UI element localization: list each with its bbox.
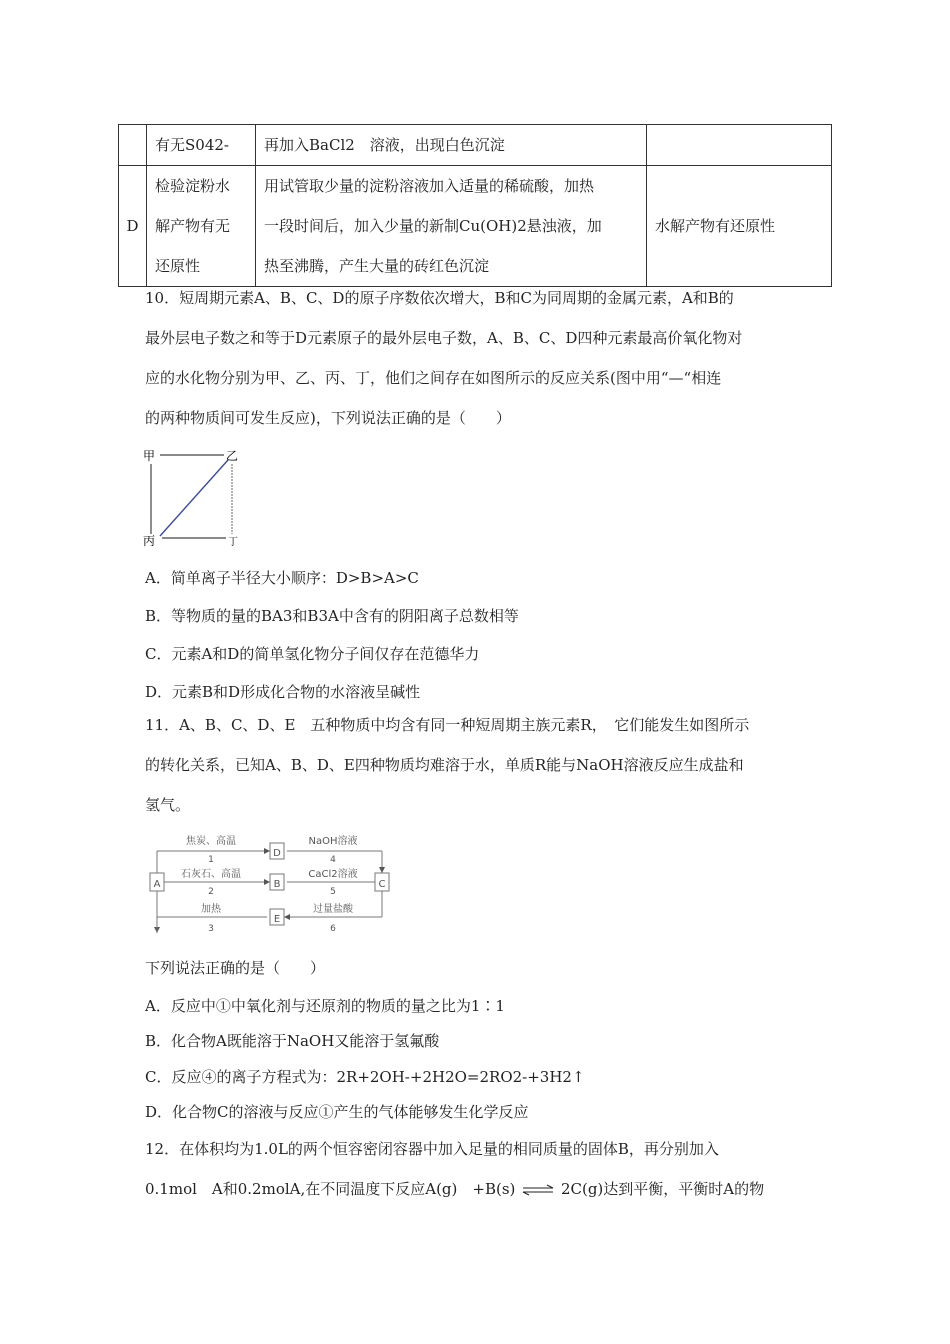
- cell-line: 还原性: [155, 257, 201, 275]
- q11-line: 11．A、B、C、D、E 五种物质中均含有同一种短周期主族元素R， 它们能发生如图所示: [145, 716, 750, 734]
- diagram-node-ding: 丁: [228, 537, 238, 548]
- node-c: C: [378, 879, 386, 890]
- q10-line: 应的水化物分别为甲、乙、丙、丁，他们之间存在如图所示的反应关系(图中用“—“相连: [145, 369, 722, 387]
- experiment-table: [118, 124, 832, 287]
- table-cell-conclusion: [647, 125, 832, 166]
- q10-option-c: C．元素A和D的简单氢化物分子间仅存在范德华力: [145, 645, 480, 663]
- table-cell-operation: [256, 166, 647, 287]
- equilibrium-arrow-icon: [521, 1184, 555, 1196]
- q11-prompt: 下列说法正确的是（ ）: [145, 959, 326, 977]
- table-cell-conclusion: 水解产物有还原性: [647, 166, 832, 287]
- cell-line: 热至沸腾，产生大量的砖红色沉淀: [264, 257, 490, 275]
- cell-line: 检验淀粉水: [155, 177, 231, 195]
- reaction-5-label: CaCl2溶液: [308, 869, 358, 880]
- diagram-node-yi: 乙: [226, 449, 239, 463]
- node-b: B: [273, 879, 281, 890]
- q10-reaction-diagram: [140, 446, 250, 552]
- reaction-4-label: NaOH溶液: [308, 836, 358, 847]
- reaction-4-number: 4: [330, 855, 336, 865]
- q10-line: 10．短周期元素A、B、C、D的原子序数依次增大，B和C为同周期的金属元素，A和B的: [145, 289, 734, 307]
- table-cell-item: 有无S042-: [147, 125, 256, 166]
- diagram-node-jia: 甲: [143, 449, 156, 463]
- q11-option-c: C．反应④的离子方程式为：2R+2OH-+2H2O=2RO2-+3H2↑: [145, 1068, 585, 1086]
- reaction-1-number: 1: [208, 855, 214, 865]
- q12-line: [145, 1178, 764, 1199]
- node-e: E: [273, 914, 281, 925]
- node-a: A: [153, 879, 161, 890]
- reaction-2-number: 2: [208, 887, 214, 897]
- table-cell-label: [119, 125, 147, 166]
- q10-line: 的两种物质间可发生反应)，下列说法正确的是（ ）: [145, 409, 511, 427]
- reaction-6-label: 过量盐酸: [313, 904, 353, 915]
- table-cell-operation: 再加入BaCl2 溶液，出现白色沉淀: [256, 125, 647, 166]
- reaction-3-number: 3: [208, 924, 214, 934]
- q10-option-a: A．简单离子半径大小顺序：D>B>A>C: [145, 569, 419, 587]
- q11-line: 氢气。: [145, 796, 191, 814]
- table-cell-label: D: [119, 166, 147, 287]
- q10-option-d: D．元素B和D形成化合物的水溶液呈碱性: [145, 683, 421, 701]
- cell-line: 解产物有无: [155, 217, 231, 235]
- q12-line2-post: 2C(g)达到平衡，平衡时A的物: [560, 1180, 765, 1198]
- diagram-node-bing: 丙: [143, 534, 156, 548]
- node-d: D: [273, 848, 281, 859]
- reaction-3-label: 加热: [201, 904, 221, 915]
- q11-transformation-diagram: [143, 829, 393, 939]
- reaction-2-label: 石灰石、高温: [181, 869, 241, 880]
- q11-option-b: B．化合物A既能溶于NaOH又能溶于氢氟酸: [145, 1032, 440, 1050]
- table-cell-item: [147, 166, 256, 287]
- cell-line: 一段时间后，加入少量的新制Cu(OH)2悬浊液，加: [264, 217, 602, 235]
- q12-line: 12．在体积均为1.0L的两个恒容密闭容器中加入足量的相同质量的固体B，再分别加入: [145, 1140, 719, 1158]
- q10-line: 最外层电子数之和等于D元素原子的最外层电子数，A、B、C、D四种元素最高价氧化物对: [145, 329, 743, 347]
- reaction-1-label: 焦炭、高温: [186, 836, 236, 847]
- cell-line: 用试管取少量的淀粉溶液加入适量的稀硫酸，加热: [264, 177, 595, 195]
- q11-line: 的转化关系，已知A、B、D、E四种物质均难溶于水，单质R能与NaOH溶液反应生成盐和: [145, 756, 744, 774]
- q11-option-a: A．反应中①中氧化剂与还原剂的物质的量之比为1∶1: [145, 997, 505, 1015]
- q10-option-b: B．等物质的量的BA3和B3A中含有的阴阳离子总数相等: [145, 607, 519, 625]
- q12-line2-pre: 0.1mol A和0.2molA,在不同温度下反应A(g) +B(s): [145, 1180, 516, 1198]
- reaction-5-number: 5: [330, 887, 336, 897]
- q11-option-d: D．化合物C的溶液与反应①产生的气体能够发生化学反应: [145, 1103, 529, 1121]
- table-row: [119, 125, 832, 166]
- reaction-6-number: 6: [330, 924, 336, 934]
- table-row: [119, 166, 832, 287]
